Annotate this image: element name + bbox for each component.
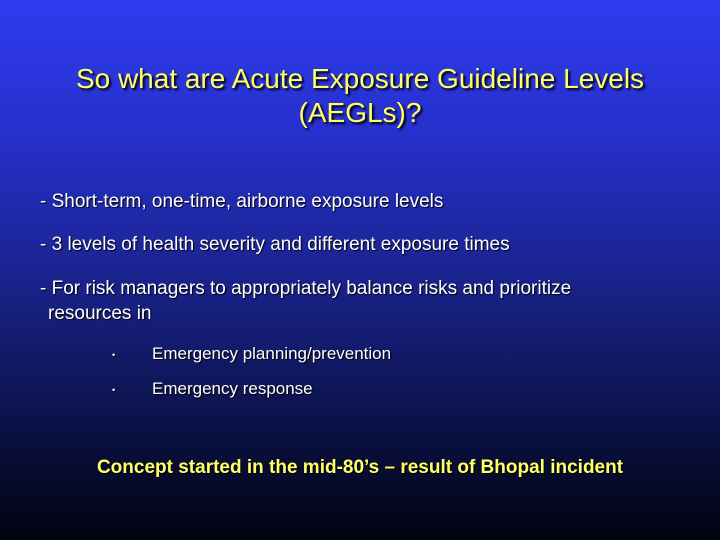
- sub-bullet-text: Emergency planning/prevention: [152, 344, 392, 363]
- bullet-text: Short-term, one-time, airborne exposure levels: [51, 191, 444, 212]
- slide-footer-note: Concept started in the mid-80’s – result of Bhopal incident: [96, 457, 624, 478]
- bullet-dot-icon: •: [112, 384, 116, 395]
- bullet-text-continuation: resources in: [48, 303, 152, 324]
- slide-title: [0, 62, 720, 130]
- sub-bullet-emergency-planning: [112, 343, 391, 366]
- sub-bullet-emergency-response: [112, 378, 313, 401]
- bullet-marker: -: [40, 191, 52, 212]
- bullet-risk-managers: [40, 276, 718, 326]
- bullet-short-term: [40, 189, 443, 214]
- bullet-severity-levels: [40, 232, 510, 257]
- slide-title-line-1: So what are Acute Exposure Guideline Levels: [75, 63, 645, 94]
- sub-bullet-text: Emergency response: [152, 379, 313, 398]
- slide-title-line-2: (AEGLs)?: [298, 97, 422, 128]
- bullet-text: For risk managers to appropriately balance risks and prioritize: [51, 278, 572, 299]
- bullet-text: 3 levels of health severity and different exposure times: [51, 234, 510, 255]
- bullet-marker: -: [40, 278, 52, 299]
- bullet-marker: -: [40, 234, 52, 255]
- bullet-dot-icon: •: [112, 349, 116, 360]
